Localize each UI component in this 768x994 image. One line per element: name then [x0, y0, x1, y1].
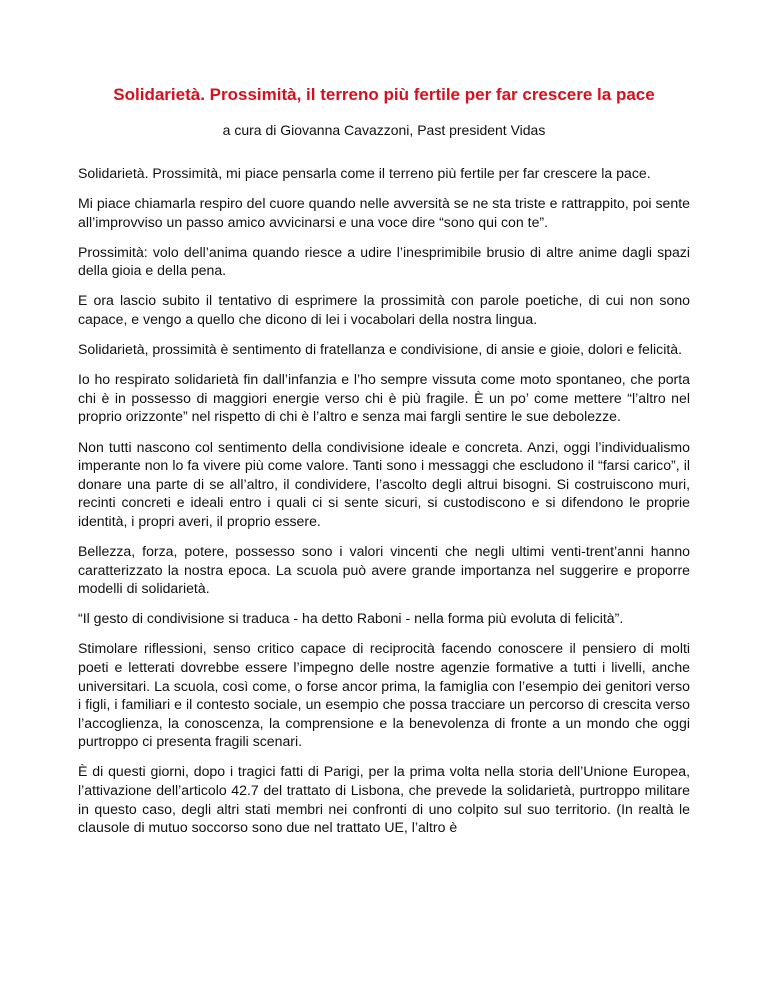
- document-title: Solidarietà. Prossimità, il terreno più fertile per far crescere la pace: [113, 85, 655, 104]
- paragraph: Bellezza, forza, potere, possesso sono i valori vincenti che negli ultimi venti-trent’anni hanno caratterizzato la nostra epoca. La scuola può avere grande importanza nel suggerire e proporre modelli di solidarietà.: [78, 543, 690, 597]
- paragraph: Stimolare riflessioni, senso critico capace di reciprocità facendo conoscere il pensiero di molti poeti e letterati dovrebbe essere l’impegno delle nostre agenzie formative a tutti i livelli, anche universitari. La scuola, così come, o forse ancor prima, la famiglia con l’esempio dei genitori verso i figli, i familiari e il contesto sociale, un esempio che possa tracciare un percorso di crescita verso l’accoglienza, la conoscenza, la comprensione e la benevolenza di fronte a un mondo che oggi purtroppo ci presenta fragili scenari.: [78, 640, 690, 750]
- paragraph: Io ho respirato solidarietà fin dall’infanzia e l’ho sempre vissuta come moto spontaneo, che porta chi è in possesso di maggiori energie verso chi è più fragile. È un po’ come mettere “l’altro nel proprio orizzonte” nel rispetto di chi è l’altro e senza mai fargli sentire le sue debolezze.: [78, 371, 690, 425]
- paragraph: Non tutti nascono col sentimento della condivisione ideale e concreta. Anzi, oggi l’individualismo imperante non lo fa vivere più come valore. Tanti sono i messaggi che escludono il “farsi carico”, il donare una parte di se all’altro, il condividere, l’ascolto degli altrui bisogni. Si costruiscono muri, recinti concreti e ideali entro i quali ci si sente sicuri, si custodiscono e si difendono le proprie identità, i propri averi, il proprio essere.: [78, 438, 690, 529]
- paragraph: Solidarietà. Prossimità, mi piace pensarla come il terreno più fertile per far crescere la pace.: [78, 165, 651, 181]
- paragraph: Solidarietà, prossimità è sentimento di fratellanza e condivisione, di ansie e gioie, dolori e felicità.: [78, 341, 683, 358]
- paragraph: Prossimità: volo dell’anima quando riesce a udire l’inesprimibile brusio di altre anime dagli spazi della gioia e della pena.: [78, 243, 690, 279]
- paragraph: “Il gesto di condivisione si traduca - ha detto Raboni - nella forma più evoluta di felicità”.: [78, 610, 624, 627]
- document-subtitle: a cura di Giovanna Cavazzoni, Past president Vidas: [222, 122, 546, 138]
- paragraph: E ora lascio subito il tentativo di esprimere la prossimità con parole poetiche, di cui non sono capace, e vengo a quello che dicono di lei i vocabolari della nostra lingua.: [78, 292, 690, 328]
- paragraph: Mi piace chiamarla respiro del cuore quando nelle avversità se ne sta triste e rattrappito, poi sente all’improvviso un passo amico avvicinarsi e una voce dire “sono qui con te”.: [78, 195, 690, 230]
- paragraph: È di questi giorni, dopo i tragici fatti di Parigi, per la prima volta nella storia dell’Unione Europea, l’attivazione dell’articolo 42.7 del trattato di Lisbona, che prevede la solidarietà, purtroppo militare in questo caso, degli altri stati membri nei confronti di uno colpito sul suo territorio. (In realtà le clausole di mutuo soccorso sono due nel trattato UE, l’altro è: [78, 763, 690, 836]
- document-body: [78, 164, 690, 848]
